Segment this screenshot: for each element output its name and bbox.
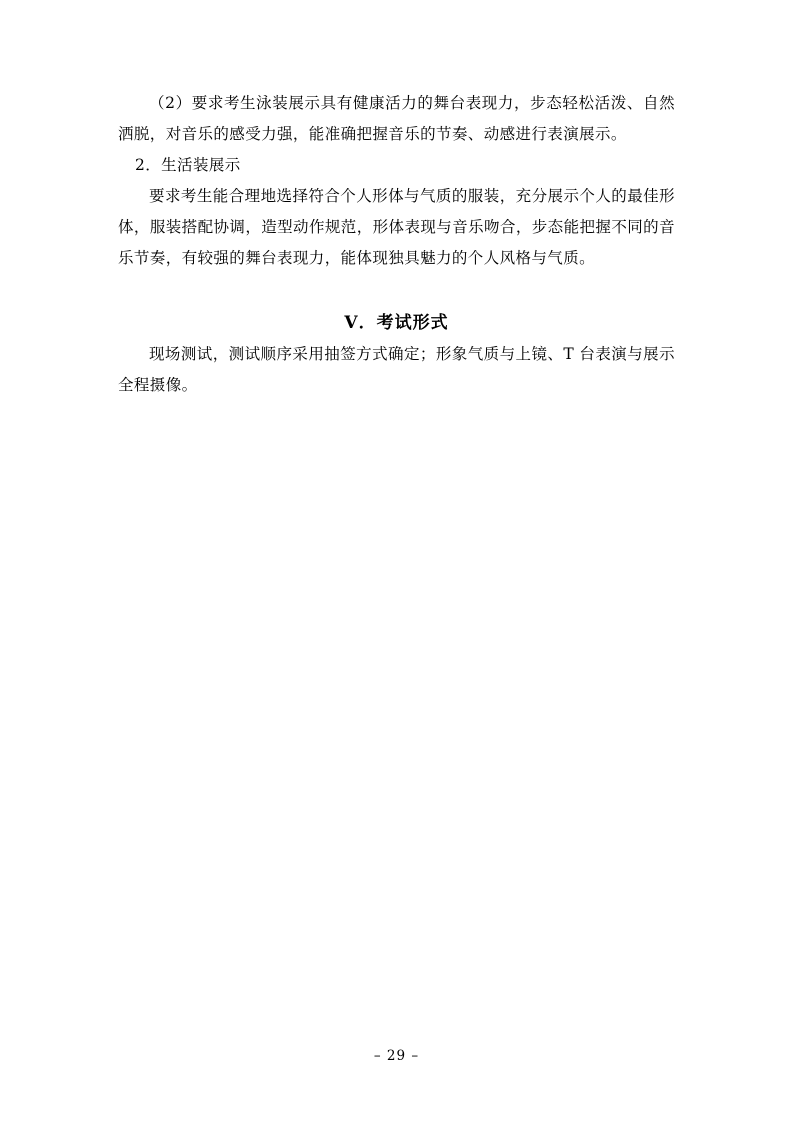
section-heading-text: 考试形式 [376, 313, 449, 333]
paragraph-exam-format-body: 现场测试，测试顺序采用抽签方式确定；形象气质与上镜、T 台表演与展示全程摄像。 [118, 345, 675, 394]
section-heading-exam-format [118, 308, 675, 333]
paragraph-casualwear-requirements: 要求考生能合理地选择符合个人形体与气质的服装，充分展示个人的最佳形体，服装搭配协调，造型动作规范，形体表现与音乐吻合，步态能把握不同的音乐节奏，有较强的舞台表现力，能体现独具魅力的个人风格与气质。 [118, 187, 675, 267]
paragraph-swimwear-requirements: （2）要求考生泳装展示具有健康活力的舞台表现力，步态轻松活泼、自然洒脱，对音乐的感受力强，能准确把握音乐的节奏、动感进行表演展示。 [118, 94, 675, 143]
paragraph-casualwear-heading: 2．生活装展示 [135, 156, 241, 174]
page-number-footer: – 29 – [373, 1048, 420, 1064]
section-numeral: Ⅴ． [344, 313, 377, 333]
